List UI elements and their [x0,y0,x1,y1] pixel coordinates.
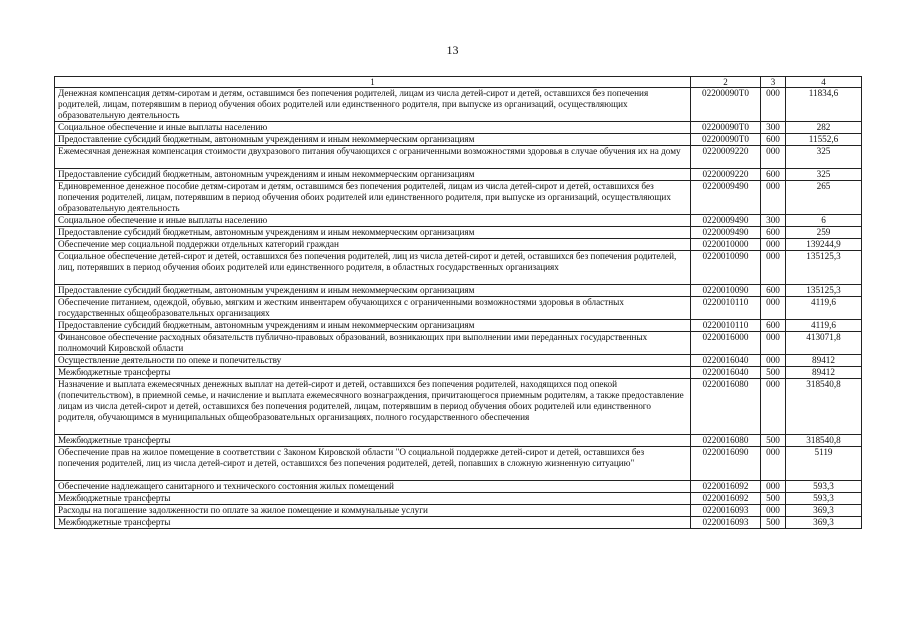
cell-name: Денежная компенсация детям-сиротам и детям, оставшимся без попечения родителей, лицам из числа детей-сирот и детей, оставшихся без попечения родителей, лицам, потерявшим в период обучения обоих родителей или единственного родителя, при выпуске из организаций, осуществляющих образовательную деятельность [55,88,691,122]
cell-type: 600 [761,134,786,146]
cell-code: 02200090Т0 [691,88,761,122]
table-row [55,88,862,122]
cell-amount: 369,3 [786,517,862,529]
table-row [55,134,862,146]
cell-type: 000 [761,297,786,320]
cell-name: Финансовое обеспечение расходных обязательств публично-правовых образований, возникающих при выполнении ими переданных государственных полномочий Кировской области [55,332,691,355]
cell-type: 000 [761,481,786,493]
table-row [55,169,862,181]
cell-amount: 89412 [786,367,862,379]
header-amount: 4 [786,77,862,88]
cell-amount: 135125,3 [786,285,862,297]
cell-code: 0220009490 [691,181,761,215]
cell-code: 0220016092 [691,493,761,505]
table-row [55,215,862,227]
cell-amount: 135125,3 [786,251,862,285]
cell-amount: 11552,6 [786,134,862,146]
table-row [55,447,862,481]
table-row [55,332,862,355]
cell-type: 600 [761,169,786,181]
cell-type: 000 [761,88,786,122]
cell-name: Обеспечение надлежащего санитарного и технического состояния жилых помещений [55,481,691,493]
cell-type: 000 [761,181,786,215]
table-row [55,505,862,517]
cell-amount: 4119,6 [786,320,862,332]
cell-name: Расходы на погашение задолженности по оплате за жилое помещение и коммунальные услуги [55,505,691,517]
cell-amount: 89412 [786,355,862,367]
page-number: 13 [446,43,459,57]
table-row [55,227,862,239]
cell-code: 0220016092 [691,481,761,493]
cell-type: 500 [761,493,786,505]
cell-amount: 4119,6 [786,297,862,320]
cell-amount: 318540,8 [786,435,862,447]
cell-amount: 259 [786,227,862,239]
cell-name: Социальное обеспечение и иные выплаты населению [55,122,691,134]
table-row [55,481,862,493]
cell-amount: 282 [786,122,862,134]
cell-code: 0220010110 [691,320,761,332]
cell-amount: 413071,8 [786,332,862,355]
table-row [55,435,862,447]
table-row [55,367,862,379]
cell-type: 000 [761,239,786,251]
cell-type: 300 [761,122,786,134]
cell-code: 0220010090 [691,285,761,297]
cell-type: 300 [761,215,786,227]
cell-amount: 6 [786,215,862,227]
cell-code: 02200090Т0 [691,134,761,146]
cell-type: 500 [761,435,786,447]
cell-name: Социальное обеспечение детей-сирот и детей, оставшихся без попечения родителей, лиц из числа детей-сирот и детей, оставшихся без попечения родителей, лиц, потерявших в период обучения обоих родителей или единственного родителя, в областных государственных организациях [55,251,691,285]
cell-type: 600 [761,285,786,297]
cell-name: Ежемесячная денежная компенсация стоимости двухразового питания обучающихся с ограниченными возможностями здоровья в случае обучения их на дому [55,146,691,169]
cell-name: Социальное обеспечение и иные выплаты населению [55,215,691,227]
cell-code: 0220010000 [691,239,761,251]
cell-amount: 369,3 [786,505,862,517]
cell-name: Предоставление субсидий бюджетным, автономным учреждениям и иным некоммерческим организациям [55,134,691,146]
cell-name: Предоставление субсидий бюджетным, автономным учреждениям и иным некоммерческим организациям [55,169,691,181]
cell-code: 0220016093 [691,505,761,517]
budget-table [54,76,862,529]
cell-name: Предоставление субсидий бюджетным, автономным учреждениям и иным некоммерческим организациям [55,320,691,332]
cell-code: 0220016090 [691,447,761,481]
cell-code: 0220016093 [691,517,761,529]
table-row [55,493,862,505]
table-row [55,379,862,435]
table-row [55,297,862,320]
cell-name: Осуществление деятельности по опеке и попечительству [55,355,691,367]
cell-code: 0220016000 [691,332,761,355]
cell-name: Межбюджетные трансферты [55,367,691,379]
table-row [55,181,862,215]
table-row [55,285,862,297]
cell-type: 600 [761,227,786,239]
cell-type: 000 [761,332,786,355]
cell-code: 0220016080 [691,379,761,435]
cell-type: 000 [761,146,786,169]
header-code: 2 [691,77,761,88]
cell-code: 0220010090 [691,251,761,285]
cell-type: 600 [761,320,786,332]
header-type: 3 [761,77,786,88]
cell-type: 000 [761,379,786,435]
table-header-row [55,77,862,88]
table-row [55,239,862,251]
cell-type: 500 [761,517,786,529]
cell-type: 000 [761,355,786,367]
cell-name: Обеспечение мер социальной поддержки отдельных категорий граждан [55,239,691,251]
cell-name: Предоставление субсидий бюджетным, автономным учреждениям и иным некоммерческим организациям [55,285,691,297]
cell-name: Межбюджетные трансферты [55,435,691,447]
cell-name: Обеспечение питанием, одеждой, обувью, мягким и жестким инвентарем обучающихся с ограниченными возможностями здоровья в областных государственных общеобразовательных организациях [55,297,691,320]
cell-code: 0220009220 [691,169,761,181]
table-row [55,122,862,134]
cell-code: 0220016040 [691,355,761,367]
cell-name: Назначение и выплата ежемесячных денежных выплат на детей-сирот и детей, оставшихся без попечения родителей, находящихся под опекой (попечительством), в приемной семье, и начисление и выплата ежемесячного вознаграждения, причитающегося приемным родителям, а также предоставление лицам из числа детей-сирот и детей, оставшихся без попечения родителей, лицам, потерявшим в период обучения обоих родителей или единственного родителя, обучающимся в муниципальных общеобразовательных организациях, полного государственного обеспечения [55,379,691,435]
table-row [55,355,862,367]
cell-amount: 325 [786,169,862,181]
cell-type: 500 [761,367,786,379]
cell-amount: 325 [786,146,862,169]
cell-code: 0220010110 [691,297,761,320]
cell-type: 000 [761,505,786,517]
cell-code: 0220009490 [691,215,761,227]
cell-name: Межбюджетные трансферты [55,493,691,505]
cell-code: 0220016040 [691,367,761,379]
cell-name: Межбюджетные трансферты [55,517,691,529]
cell-amount: 11834,6 [786,88,862,122]
cell-name: Единовременное денежное пособие детям-сиротам и детям, оставшимся без попечения родителей, лицам из числа детей-сирот и детей, оставшихся без попечения родителей, лицам, потерявшим в период обучения обоих родителей или единственного родителя, при выпуске из организаций, осуществляющих образовательную деятельность [55,181,691,215]
cell-name: Обеспечение прав на жилое помещение в соответствии с Законом Кировской области "О социальной поддержке детей-сирот и детей, оставшихся без попечения родителей, лиц из числа детей-сирот и детей, оставшихся без попечения родителей, детей, попавших в сложную жизненную ситуацию" [55,447,691,481]
table-row [55,251,862,285]
cell-amount: 593,3 [786,493,862,505]
table-row [55,517,862,529]
cell-amount: 5119 [786,447,862,481]
cell-code: 0220016080 [691,435,761,447]
table-row [55,320,862,332]
cell-amount: 265 [786,181,862,215]
cell-amount: 593,3 [786,481,862,493]
cell-code: 02200090Т0 [691,122,761,134]
table-row [55,146,862,169]
cell-type: 000 [761,251,786,285]
cell-amount: 139244,9 [786,239,862,251]
cell-type: 000 [761,447,786,481]
cell-amount: 318540,8 [786,379,862,435]
cell-code: 0220009490 [691,227,761,239]
cell-code: 0220009220 [691,146,761,169]
cell-name: Предоставление субсидий бюджетным, автономным учреждениям и иным некоммерческим организациям [55,227,691,239]
header-name: 1 [55,77,691,88]
